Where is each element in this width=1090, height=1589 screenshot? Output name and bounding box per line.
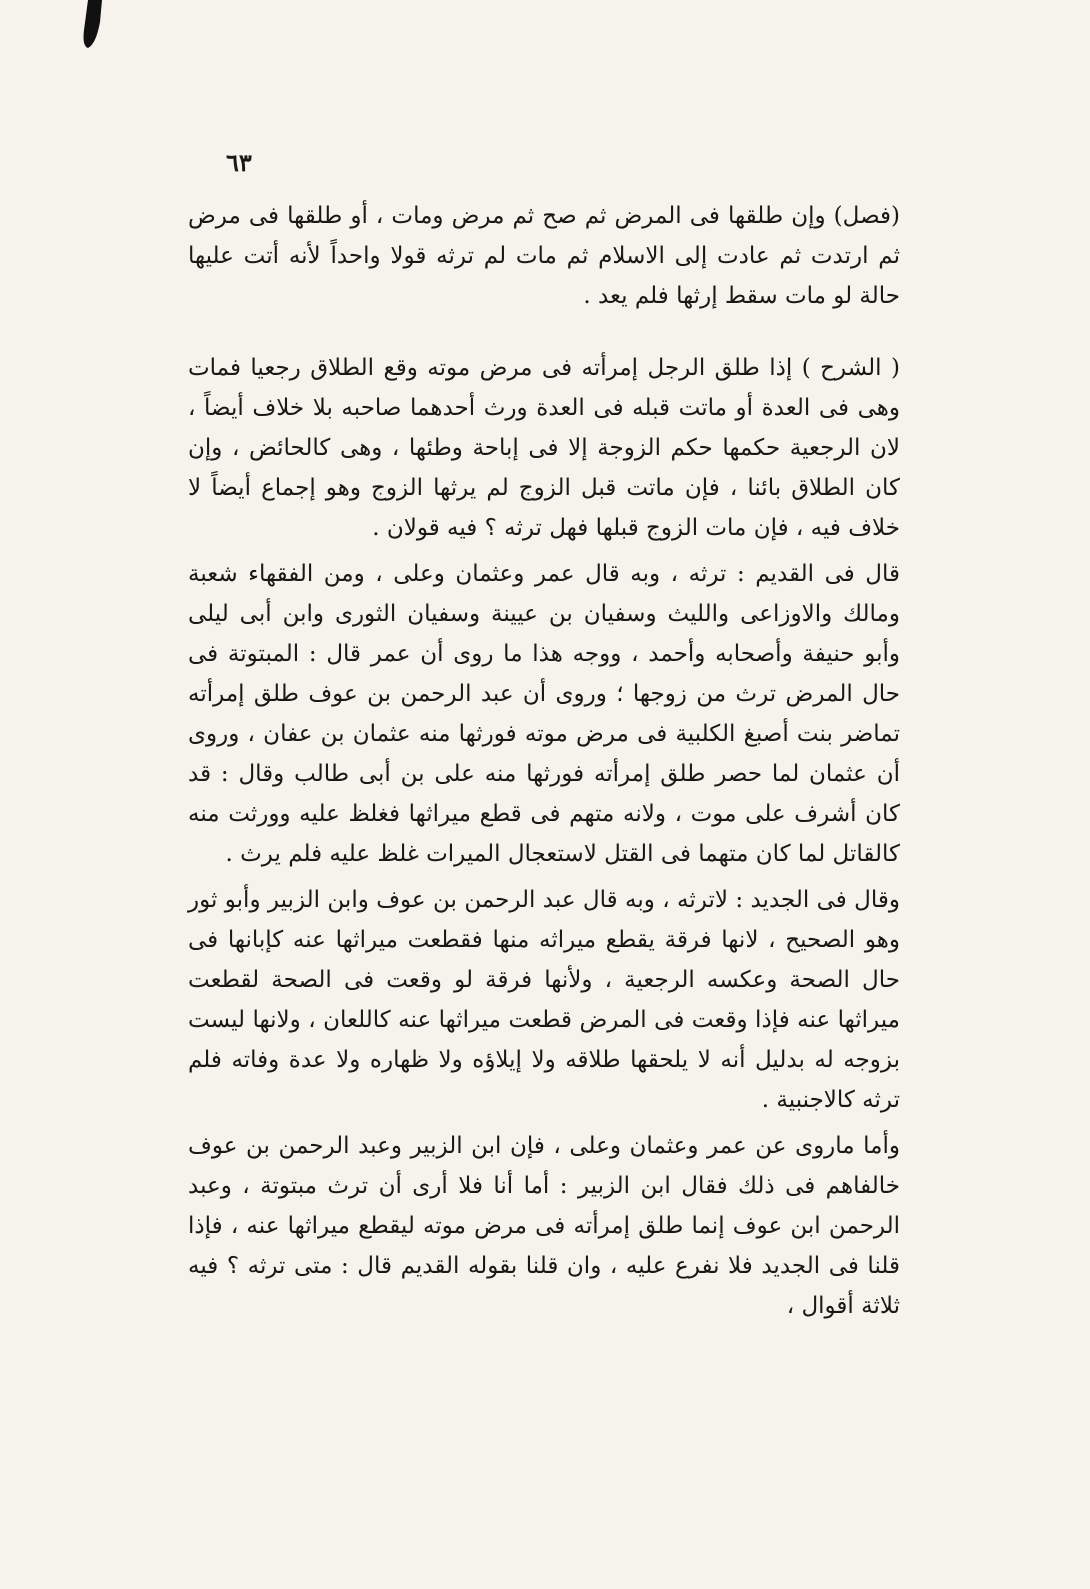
paragraph-new-opinion: وقال فى الجديد : لاترثه ، وبه قال عبد الرحمن بن عوف وابن الزبير وأبو ثور وهو الصحيح ، لانها فرقة يقطع ميراثه منها فقطعت ميراثها عنه كإبانها فى حال الصحة وعكسه الرجعية ، ولأنها فرقة لو وقعت فى الصحة لقطعت ميراثها عنه فإذا وقعت فى المرض قطعت ميراثها عنه كاللعان ، ولانها ليست بزوجه له بدليل أنه لا يلحقها طلاقه ولا إيلاؤه ولا ظهاره ولا عدة وفاته فلم ترثه كالاجنبية . (188, 887, 900, 1113)
paragraph-response: وأما ماروى عن عمر وعثمان وعلى ، فإن ابن الزبير وعبد الرحمن بن عوف خالفاهم فى ذلك فقال ابن الزبير : أما أنا فلا أرى أن ترث مبتوتة ، وعبد الرحمن ابن عوف إنما طلق إمرأته فى مرض موته ليقطع ميراثها عنه ، فإذا قلنا فى الجديد فلا نفرع عليه ، وان قلنا بقوله القديم قال : متى ترثه ؟ فيه ثلاثة أقوال ، (188, 1133, 900, 1319)
paragraph-old-opinion: قال فى القديم : ترثه ، وبه قال عمر وعثمان وعلى ، ومن الفقهاء شعبة ومالك والاوزاعى والليث وسفيان بن عيينة وسفيان الثورى وابن أبى ليلى وأبو حنيفة وأصحابه وأحمد ، ووجه هذا ما روى أن عمر قال : المبتوتة فى حال المرض ترث من زوجها ؛ وروى أن عبد الرحمن بن عوف طلق إمرأته تماضر بنت أصبغ الكلبية فى مرض موته فورثها منه عثمان بن عفان ، وروى أن عثمان لما حصر طلق إمرأته فورثها منه على بن أبى طالب وقال : قد كان أشرف على موت ، ولانه متهم فى قطع ميراثها فغلظ عليه وورثت منه كالقاتل لما كان متهما فى القتل لاستعجال الميرات غلظ عليه فلم يرث . (188, 561, 900, 867)
ink-blot (78, 0, 108, 52)
paragraph-fasl: (فصل) وإن طلقها فى المرض ثم صح ثم مرض ومات ، أو طلقها فى مرض ثم ارتدت ثم عادت إلى الاسلام ثم مات لم ترثه قولا واحداً لأنه أتت عليها حالة لو مات سقط إرثها فلم يعد . (188, 203, 900, 309)
page-number: ٦٣ (226, 148, 252, 177)
body-text (188, 196, 900, 1326)
paragraph-sharh: ( الشرح ) إذا طلق الرجل إمرأته فى مرض موته وقع الطلاق رجعيا فمات وهى فى العدة أو ماتت قبله فى العدة ورث أحدهما صاحبه بلا خلاف أيضاً ، لان الرجعية حكمها حكم الزوجة إلا فى إباحة وطئها ، وهى كالحائض ، وإن كان الطلاق بائنا ، فإن ماتت قبل الزوج لم يرثها الزوج وهو إجماع أيضاً لا خلاف فيه ، فإن مات الزوج قبلها فهل ترثه ؟ فيه قولان . (188, 355, 900, 541)
